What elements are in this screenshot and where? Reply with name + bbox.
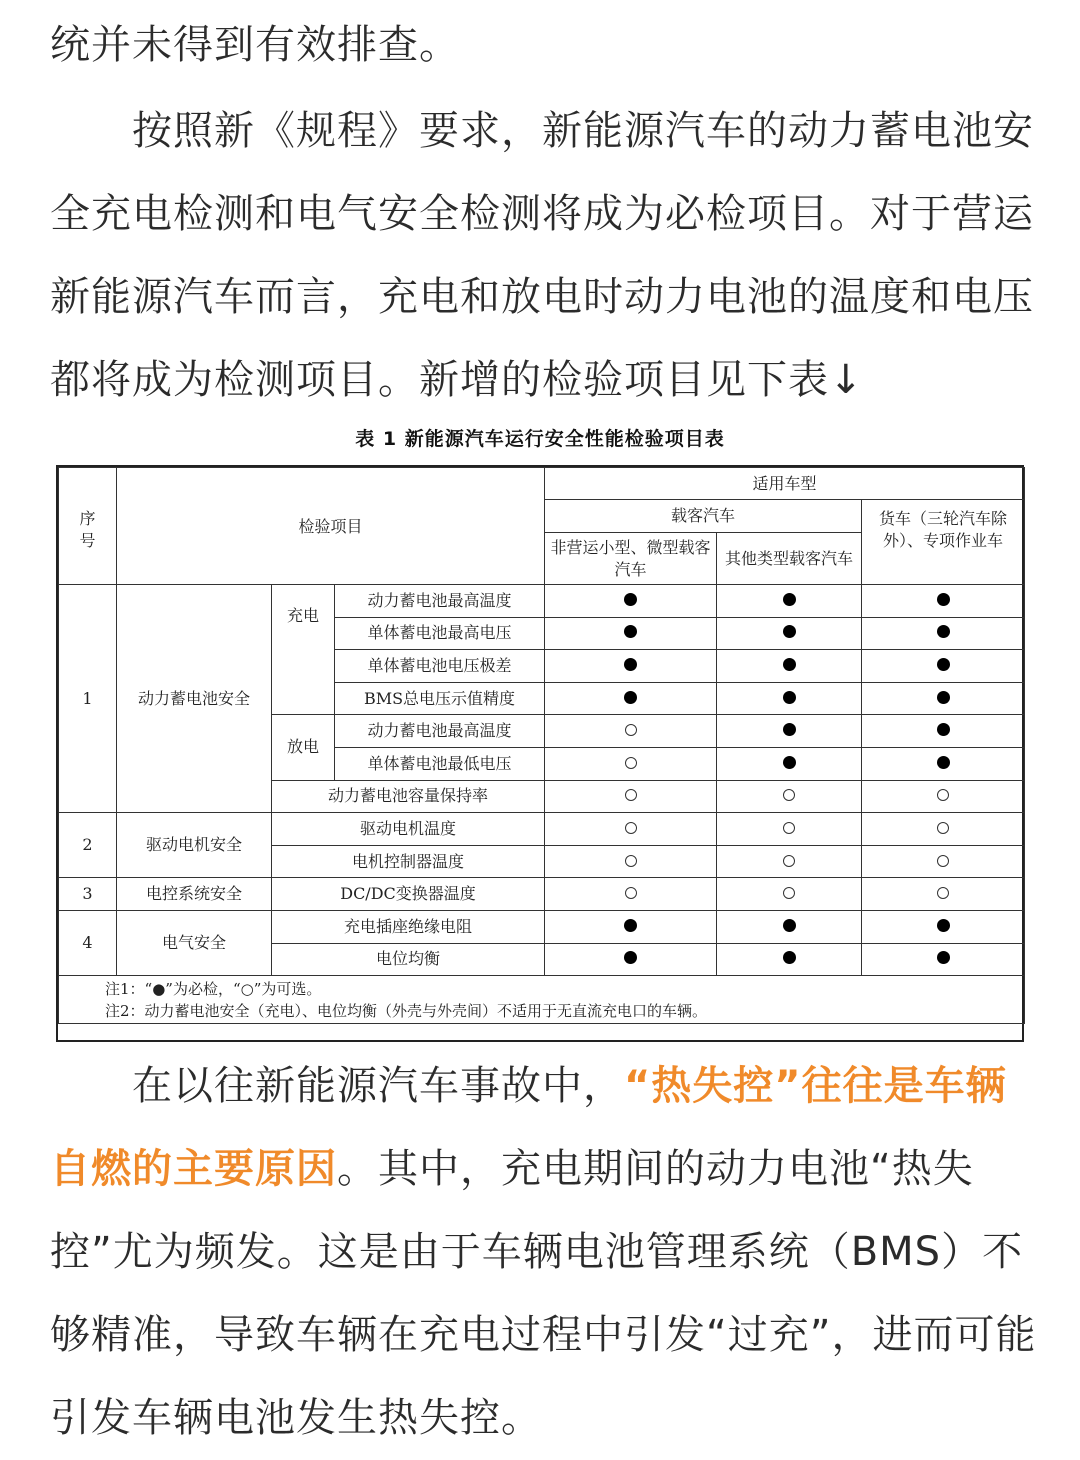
table-notes bbox=[59, 976, 1025, 1024]
required-dot-icon bbox=[937, 951, 950, 964]
row-item: 充电插座绝缘电阻 bbox=[272, 910, 545, 943]
optional-circle-icon bbox=[937, 789, 949, 801]
required-dot-icon bbox=[783, 756, 796, 769]
row-mark bbox=[545, 813, 717, 846]
required-dot-icon bbox=[783, 625, 796, 638]
row-mark bbox=[545, 780, 717, 813]
optional-circle-icon bbox=[783, 887, 795, 899]
required-dot-icon bbox=[624, 919, 637, 932]
row-mark bbox=[545, 650, 717, 683]
required-dot-icon bbox=[783, 691, 796, 704]
group2-seq: 2 bbox=[59, 813, 117, 878]
row-item: 单体蓄电池最高电压 bbox=[335, 617, 545, 650]
row-mark bbox=[717, 617, 862, 650]
table-row bbox=[59, 910, 1025, 943]
required-dot-icon bbox=[783, 951, 796, 964]
row-item: 单体蓄电池电压极差 bbox=[335, 650, 545, 683]
intro-paragraph: 按照新《规程》要求，新能源汽车的动力蓄电池安全充电检测和电气安全检测将成为必检项目。对于营运新能源汽车而言，充电和放电时动力电池的温度和电压都将成为检测项目。新增的检验项目见下表↓ bbox=[50, 108, 1034, 403]
required-dot-icon bbox=[937, 593, 950, 606]
row-mark bbox=[545, 715, 717, 748]
row-mark bbox=[545, 845, 717, 878]
note-1: 注1：“●”为必检，“○”为可选。 bbox=[105, 979, 322, 998]
optional-circle-icon bbox=[783, 822, 795, 834]
group1-name: 动力蓄电池安全 bbox=[117, 585, 272, 813]
outro-rest: 。其中，充电期间的动力电池“热失控”尤为频发。这是由于车辆电池管理系统（BMS）不够精准，导致车辆在充电过程中引发“过充”，进而可能引发车辆电池发生热失控。 bbox=[50, 1146, 1037, 1441]
group4-name: 电气安全 bbox=[117, 910, 272, 975]
row-mark bbox=[717, 813, 862, 846]
row-mark bbox=[862, 813, 1025, 846]
row-item: 电机控制器温度 bbox=[272, 845, 545, 878]
header-small-passenger: 非营运小型、微型载客汽车 bbox=[545, 533, 717, 585]
required-dot-icon bbox=[783, 658, 796, 671]
header-applicable: 适用车型 bbox=[545, 468, 1025, 500]
optional-circle-icon bbox=[625, 855, 637, 867]
required-dot-icon bbox=[624, 691, 637, 704]
row-mark bbox=[862, 715, 1025, 748]
row-item: 动力蓄电池最高温度 bbox=[335, 715, 545, 748]
outro-lead: 在以往新能源汽车事故中， bbox=[132, 1063, 624, 1109]
row-mark bbox=[717, 780, 862, 813]
optional-circle-icon bbox=[937, 822, 949, 834]
row-mark bbox=[717, 715, 862, 748]
outro-paragraph bbox=[50, 1045, 1040, 1460]
table-row bbox=[59, 813, 1025, 846]
row-item: 电位均衡 bbox=[272, 943, 545, 976]
note-2: 注2：动力蓄电池安全（充电）、电位均衡（外壳与外壳间）不适用于无直流充电口的车辆。 bbox=[105, 1001, 708, 1020]
required-dot-icon bbox=[624, 593, 637, 606]
required-dot-icon bbox=[937, 658, 950, 671]
outro-highlight: “热失控”往往是车辆自燃的主要原因 bbox=[50, 1063, 1007, 1192]
required-dot-icon bbox=[624, 951, 637, 964]
inspection-table bbox=[56, 465, 1024, 1042]
table-caption: 表 1 新能源汽车运行安全性能检验项目表 bbox=[355, 428, 725, 450]
group4-seq: 4 bbox=[59, 910, 117, 975]
optional-circle-icon bbox=[783, 789, 795, 801]
optional-circle-icon bbox=[625, 789, 637, 801]
row-mark bbox=[862, 747, 1025, 780]
row-mark bbox=[545, 585, 717, 618]
row-mark bbox=[717, 943, 862, 976]
group1-seq: 1 bbox=[59, 585, 117, 813]
row-mark bbox=[717, 650, 862, 683]
header-item: 检验项目 bbox=[117, 468, 545, 585]
table-row bbox=[59, 585, 1025, 618]
row-mark bbox=[862, 780, 1025, 813]
row-mark bbox=[717, 585, 862, 618]
required-dot-icon bbox=[937, 625, 950, 638]
row-mark bbox=[545, 943, 717, 976]
row-mark bbox=[717, 845, 862, 878]
row-mark bbox=[545, 617, 717, 650]
row-mark bbox=[862, 845, 1025, 878]
group3-seq: 3 bbox=[59, 878, 117, 911]
row-mark bbox=[717, 747, 862, 780]
row-item: 动力蓄电池容量保持率 bbox=[272, 780, 545, 813]
row-mark bbox=[862, 943, 1025, 976]
row-mark bbox=[545, 747, 717, 780]
required-dot-icon bbox=[937, 919, 950, 932]
group1-discharge: 放电 bbox=[272, 715, 335, 780]
header-seq: 序号 bbox=[59, 468, 117, 585]
required-dot-icon bbox=[624, 658, 637, 671]
table-row bbox=[59, 878, 1025, 911]
optional-circle-icon bbox=[937, 855, 949, 867]
group2-name: 驱动电机安全 bbox=[117, 813, 272, 878]
row-mark bbox=[545, 878, 717, 911]
header-passenger: 载客汽车 bbox=[545, 500, 862, 533]
row-mark bbox=[717, 910, 862, 943]
row-item: 动力蓄电池最高温度 bbox=[335, 585, 545, 618]
row-mark bbox=[862, 617, 1025, 650]
row-item: BMS总电压示值精度 bbox=[335, 682, 545, 715]
row-item: 驱动电机温度 bbox=[272, 813, 545, 846]
row-mark bbox=[545, 910, 717, 943]
row-mark bbox=[862, 682, 1025, 715]
row-mark bbox=[862, 910, 1025, 943]
required-dot-icon bbox=[783, 919, 796, 932]
header-truck: 货车（三轮汽车除外）、专项作业车 bbox=[862, 500, 1025, 585]
intro-line: 统并未得到有效排查。 bbox=[50, 22, 460, 68]
optional-circle-icon bbox=[625, 887, 637, 899]
row-item: DC/DC变换器温度 bbox=[272, 878, 545, 911]
row-mark bbox=[545, 682, 717, 715]
required-dot-icon bbox=[937, 756, 950, 769]
required-dot-icon bbox=[783, 593, 796, 606]
row-item: 单体蓄电池最低电压 bbox=[335, 747, 545, 780]
row-mark bbox=[862, 585, 1025, 618]
required-dot-icon bbox=[937, 691, 950, 704]
optional-circle-icon bbox=[937, 887, 949, 899]
group3-name: 电控系统安全 bbox=[117, 878, 272, 911]
row-mark bbox=[862, 650, 1025, 683]
row-mark bbox=[717, 878, 862, 911]
required-dot-icon bbox=[937, 723, 950, 736]
optional-circle-icon bbox=[625, 822, 637, 834]
optional-circle-icon bbox=[783, 855, 795, 867]
required-dot-icon bbox=[783, 723, 796, 736]
header-other-passenger: 其他类型载客汽车 bbox=[717, 533, 862, 585]
required-dot-icon bbox=[624, 625, 637, 638]
row-mark bbox=[717, 682, 862, 715]
group1-charge: 充电 bbox=[272, 585, 335, 715]
row-mark bbox=[862, 878, 1025, 911]
optional-circle-icon bbox=[625, 757, 637, 769]
optional-circle-icon bbox=[625, 724, 637, 736]
